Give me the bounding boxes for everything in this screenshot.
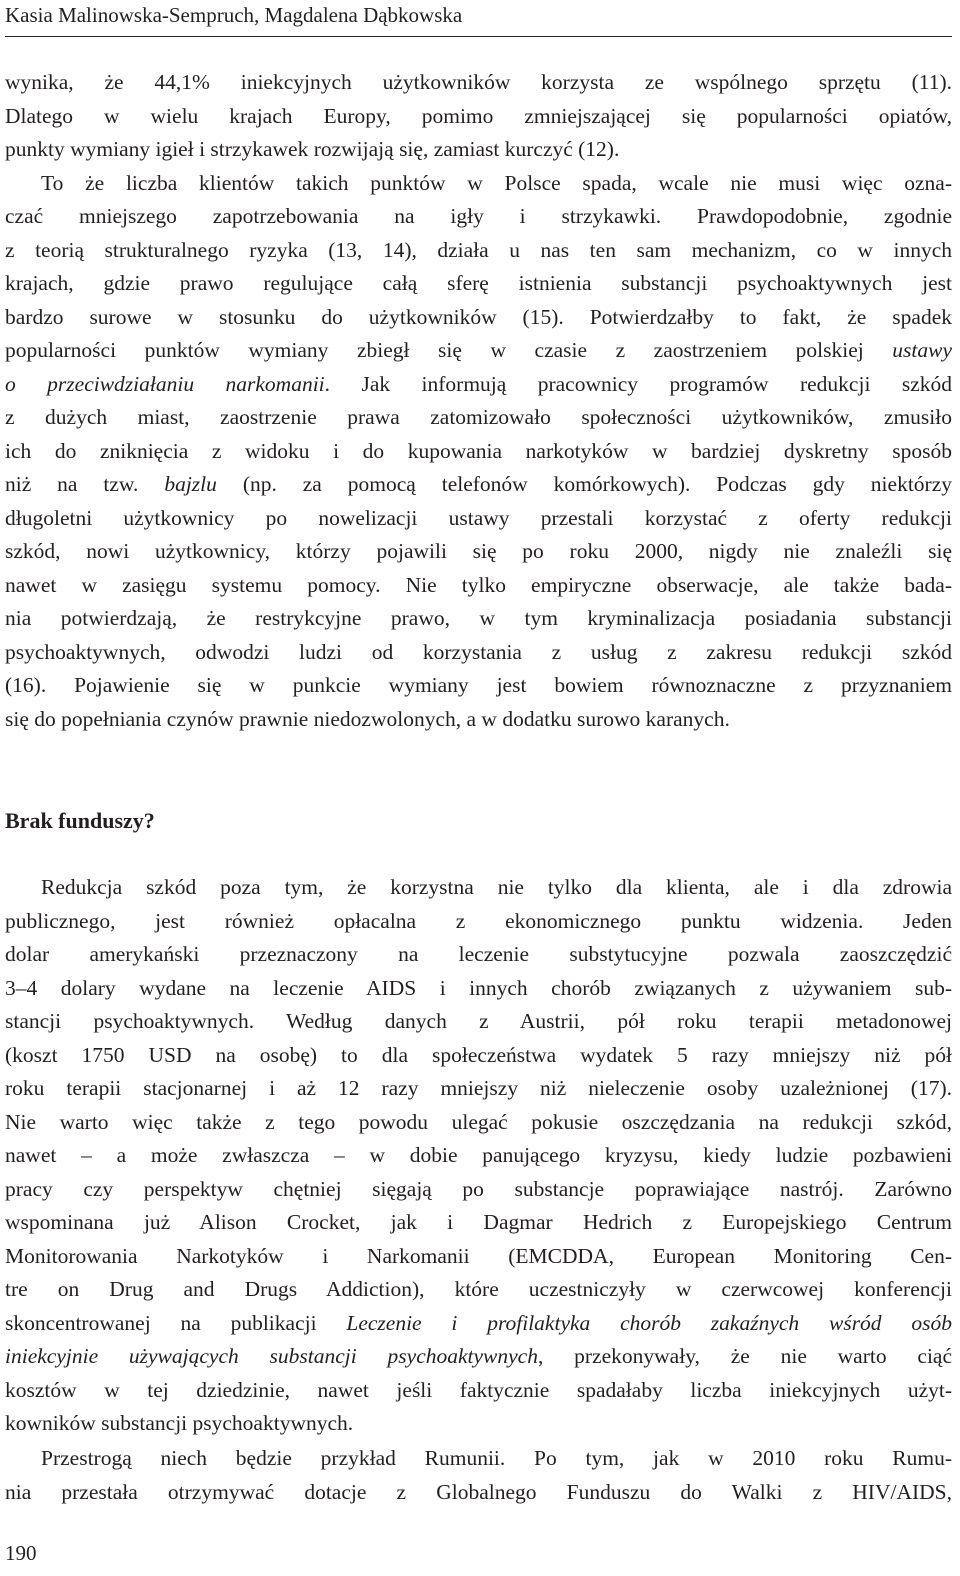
text-fragment: niż na tzw. xyxy=(5,472,165,496)
text-line: dolar amerykański przeznaczony na leczenie substytucyjne pozwala zaoszczędzić xyxy=(5,942,952,966)
text-line xyxy=(5,334,952,368)
text-line: publicznego, jest również opłacalna z ekonomicznego punktu widzenia. Jeden xyxy=(5,908,952,933)
text-line: bardzo surowe w stosunku do użytkowników (15). Potwierdzałby to fakt, że spadek xyxy=(5,304,952,329)
paragraph-romania xyxy=(5,1442,952,1509)
text-line: tre on Drug and Drugs Addiction), które uczestniczyły w czerwcowej konferencji xyxy=(5,1277,952,1301)
text-line: czać mniejszego zapotrzebowania na igły i strzykawki. Prawdopodobnie, zgodnie xyxy=(5,204,952,228)
text-line: kosztów w tej dziedzinie, nawet jeśli faktycznie spadałaby liczba iniekcyjnych użyt- xyxy=(5,1377,952,1402)
text-line: ich do zniknięcia z widoku i do kupowania narkotyków w bardziej dyskretny sposób xyxy=(5,438,952,463)
text-line: (koszt 1750 USD na osobę) to dla społeczeństwa wydatek 5 razy mniejszy niż pół xyxy=(5,1042,952,1067)
text-fragment: . Jak informują pracownicy programów redukcji szkód xyxy=(324,371,952,396)
text-fragment: (np. za pomocą telefonów komórkowych). Podczas gdy niektórzy xyxy=(216,472,952,496)
text-line: 3–4 dolary wydane na leczenie AIDS i innych chorób związanych z używaniem sub- xyxy=(5,975,952,1000)
paragraph-intro xyxy=(5,66,952,736)
text-line: Nie warto więc także z tego powodu ulegać pokusie oszczędzania na redukcji szkód, xyxy=(5,1109,952,1134)
text-line: Monitorowania Narkotyków i Narkomanii (EMCDDA, European Monitoring Cen- xyxy=(5,1243,952,1268)
section-heading: Brak funduszy? xyxy=(5,808,155,833)
text-line: punkty wymiany igieł i strzykawek rozwijają się, zamiast kurczyć (12). xyxy=(5,137,620,161)
running-header: Kasia Malinowska-Sempruch, Magdalena Dąbkowska xyxy=(5,3,463,27)
text-line: roku terapii stacjonarnej i aż 12 razy mniejszy niż nieleczenie osoby uzależnionej (17). xyxy=(5,1076,952,1100)
text-line: z teorią strukturalnego ryzyka (13, 14), działa u nas ten sam mechanizm, co w innych xyxy=(5,237,952,262)
text-line: stancji psychoaktywnych. Według danych z Austrii, pół roku terapii metadonowej xyxy=(5,1009,952,1033)
text-line: nawet – a może zwłaszcza – w dobie panującego kryzysu, kiedy ludzie pozbawieni xyxy=(5,1143,952,1167)
text-line: To że liczba klientów takich punktów w Polsce spada, wcale nie musi więc ozna- xyxy=(41,170,952,195)
text-line: (16). Pojawienie się w punkcie wymiany jest bowiem równoznaczne z przyznaniem xyxy=(5,673,952,697)
publication-title-italic: iniekcyjnie używających substancji psychoaktywnych xyxy=(5,1344,538,1368)
text-line: długoletni użytkownicy po nowelizacji ustawy przestali korzystać z oferty redukcji xyxy=(5,505,952,530)
publication-title-italic: Leczenie i profilaktyka chorób zakaźnych wśród osób xyxy=(346,1310,952,1335)
text-line: nawet w zasięgu systemu pomocy. Nie tylko empiryczne obserwacje, ale także bada- xyxy=(5,572,952,597)
slang-term-italic: bajzlu xyxy=(164,472,217,496)
text-line: szkód, nowi użytkownicy, którzy pojawili się po roku 2000, nigdy nie znaleźli się xyxy=(5,539,952,563)
text-fragment: popularności punktów wymiany zbiegł się w czasie z zaostrzeniem polskiej xyxy=(5,338,893,362)
text-fragment: skoncentrowanej na publikacji xyxy=(5,1310,347,1335)
paragraph-funding xyxy=(5,871,952,1441)
text-line: psychoaktywnych, odwodzi ludzi od korzystania z usług z zakresu redukcji szkód xyxy=(5,639,952,664)
text-line: wspominana już Alison Crocket, jak i Dagmar Hedrich z Europejskiego Centrum xyxy=(5,1210,952,1234)
text-line xyxy=(5,1307,952,1341)
text-line: krajach, gdzie prawo regulujące całą sferę istnienia substancji psychoaktywnych jest xyxy=(5,271,952,295)
header-rule xyxy=(5,36,952,37)
text-line: się do popełniania czynów prawnie niedozwolonych, a w dodatku surowo karanych. xyxy=(5,706,730,731)
text-line: Redukcja szkód poza tym, że korzystna nie tylko dla klienta, ale i dla zdrowia xyxy=(41,875,952,899)
law-title-italic: ustawy xyxy=(892,338,952,362)
text-line: Dlatego w wielu krajach Europy, pomimo zmniejszającej się popularności opiatów, xyxy=(5,103,952,128)
text-line xyxy=(5,368,952,402)
text-line: kowników substancji psychoaktywnych. xyxy=(5,1411,354,1435)
page-number: 190 xyxy=(5,1541,37,1565)
text-line xyxy=(5,1340,952,1374)
text-line: z dużych miast, zaostrzenie prawa zatomizowało społeczności użytkowników, zmusiło xyxy=(5,405,952,429)
text-line: Przestrogą niech będzie przykład Rumunii. Po tym, jak w 2010 roku Rumu- xyxy=(41,1446,952,1470)
text-line: wynika, że 44,1% iniekcyjnych użytkowników korzysta ze wspólnego sprzętu (11). xyxy=(5,70,952,94)
text-fragment: , przekonywały, że nie warto ciąć xyxy=(537,1344,952,1368)
text-line: nia przestała otrzymywać dotacje z Globalnego Funduszu do Walki z HIV/AIDS, xyxy=(5,1479,952,1504)
law-title-italic: o przeciwdziałaniu narkomanii xyxy=(5,371,325,396)
text-line xyxy=(5,468,952,502)
text-line: nia potwierdzają, że restrykcyjne prawo, w tym kryminalizacja posiadania substancji xyxy=(5,606,952,630)
text-line: pracy czy perspektyw chętniej sięgają po substancje poprawiające nastrój. Zarówno xyxy=(5,1176,952,1201)
